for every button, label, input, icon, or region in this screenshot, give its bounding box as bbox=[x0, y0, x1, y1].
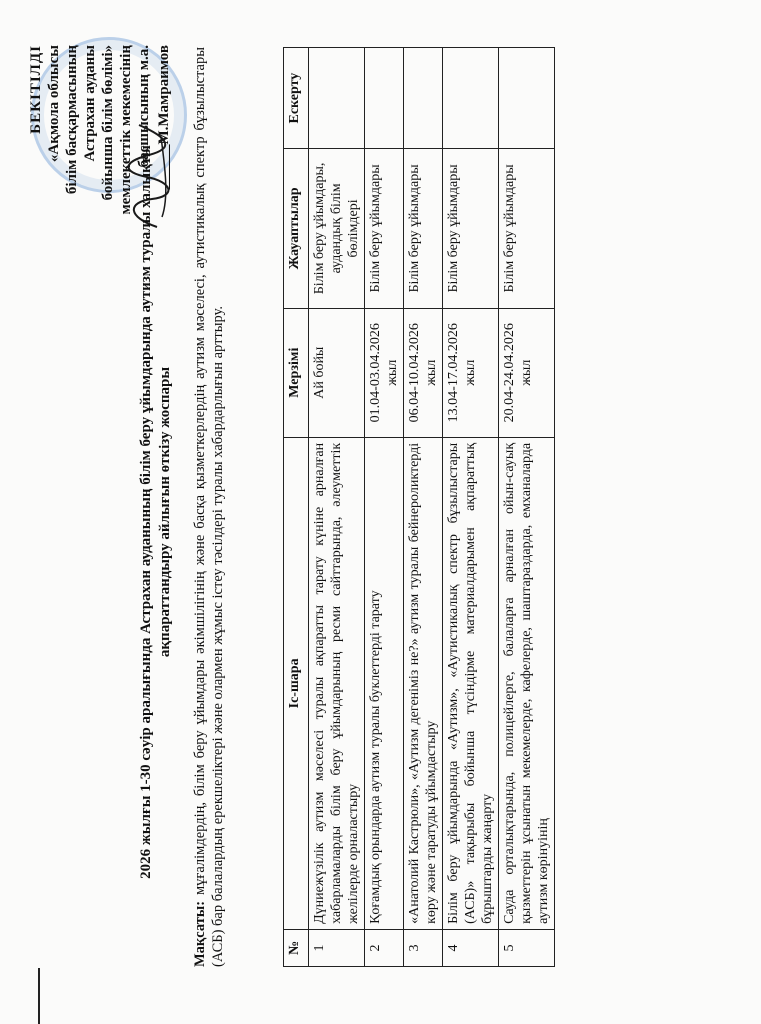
cell-responsible: Білім беру ұйымдары bbox=[499, 149, 555, 308]
purpose-text: мұғалімдердің, білім беру ұйымдары әкімшілігінің және басқа қызметкерлердің аутизм мәселесі, аутистикалық спектр бұзылыстары (АСБ) бар балалардың ерекшеліктері және олармен жұмыс істеу тәсілдері туралы хабардарлығын арттыру. bbox=[192, 47, 226, 967]
purpose-paragraph bbox=[191, 47, 227, 967]
approval-title: БЕКІТІЛДІ bbox=[28, 45, 44, 134]
cell-term: 13.04-17.04.2026 жыл bbox=[443, 308, 499, 437]
cell-event: Сауда орталықтарында, полицейлерге, балаларға арналған ойын-сауық қызметтерін ұсынатын мекемелерде, кафелерде, шаштараздарда, емханаларда аутизм көрінуінің bbox=[499, 437, 555, 929]
approval-line: мемлекеттік мекемесінің bbox=[118, 45, 134, 215]
approval-line: бойынша білім бөлімі» bbox=[100, 45, 116, 201]
cell-event: Қоғамдық орындарда аутизм туралы буклеттерді тарату bbox=[365, 437, 404, 929]
cell-number: 4 bbox=[443, 929, 499, 966]
table-header-row bbox=[284, 48, 309, 967]
rotated-document-sheet bbox=[21, 17, 741, 1007]
cell-term: 06.04-10.04.2026 жыл bbox=[404, 308, 443, 437]
header-event: Іс-шара bbox=[284, 437, 309, 929]
approval-line: білім басқармасының bbox=[64, 45, 80, 195]
cell-term: 20.04-24.04.2026 жыл bbox=[499, 308, 555, 437]
table-row bbox=[443, 48, 499, 967]
document-title-line: ақпараттандыру айлығын өткізу жоспары bbox=[157, 366, 173, 658]
approval-line: Астрахан ауданы bbox=[82, 45, 98, 162]
cell-responsible: Білім беру ұйымдары bbox=[443, 149, 499, 308]
cell-note bbox=[443, 48, 499, 149]
cell-term: Ай бойы bbox=[309, 308, 365, 437]
cell-number: 2 bbox=[365, 929, 404, 966]
table-row bbox=[309, 48, 365, 967]
table-row bbox=[365, 48, 404, 967]
table-row bbox=[499, 48, 555, 967]
cell-note bbox=[309, 48, 365, 149]
cell-number: 1 bbox=[309, 929, 365, 966]
signatory-name: М.Мамраимов bbox=[156, 45, 172, 145]
cell-term: 01.04-03.04.2026 жыл bbox=[365, 308, 404, 437]
cell-event: Дүниежүзілік аутизм мәселесі туралы ақпаратты тарату күніне арналған хабарламаларды білім беру ұйымдарының ресми сайттарында, әлеуметтік желілерде орналастыру bbox=[309, 437, 365, 929]
document-title-line: 2026 жылғы 1-30 сәуір аралығында Астрахан ауданының білім беру ұйымдарында аутизм туралы халықты bbox=[138, 145, 154, 879]
document-title bbox=[137, 57, 175, 967]
cell-note bbox=[404, 48, 443, 149]
cell-event: Білім беру ұйымдарында «Аутизм», «Аутистикалық спектр бұзылыстары (АСБ)» тақырыбы бойынша түсіндірме материалдарымен ақпараттық бұрыштарды жаңарту bbox=[443, 437, 499, 929]
approval-line: басшысының м.а. bbox=[136, 45, 152, 168]
cell-responsible: Білім беру ұйымдары, аудандық білім бөлімдері bbox=[309, 149, 365, 308]
header-responsible: Жауаптылар bbox=[284, 149, 309, 308]
approval-line: «Ақмола облысы bbox=[46, 45, 62, 163]
header-note: Ескерту bbox=[284, 48, 309, 149]
approval-signatory: ______М.Мамраимов bbox=[156, 45, 172, 190]
cell-note bbox=[499, 48, 555, 149]
cell-event: «Анатолий Кастрюли», «Аутизм дегеніміз не?» аутизм туралы бейнероликтерді көру және таратуды ұйымдастыру bbox=[404, 437, 443, 929]
plan-table bbox=[283, 47, 555, 967]
cell-note bbox=[365, 48, 404, 149]
cell-responsible: Білім беру ұйымдары bbox=[365, 149, 404, 308]
header-number: № bbox=[284, 929, 309, 966]
purpose-label: Мақсаты: bbox=[192, 900, 208, 967]
cell-responsible: Білім беру ұйымдары bbox=[404, 149, 443, 308]
cell-number: 3 bbox=[404, 929, 443, 966]
header-term: Мерзімі bbox=[284, 308, 309, 437]
cell-number: 5 bbox=[499, 929, 555, 966]
table-row bbox=[404, 48, 443, 967]
